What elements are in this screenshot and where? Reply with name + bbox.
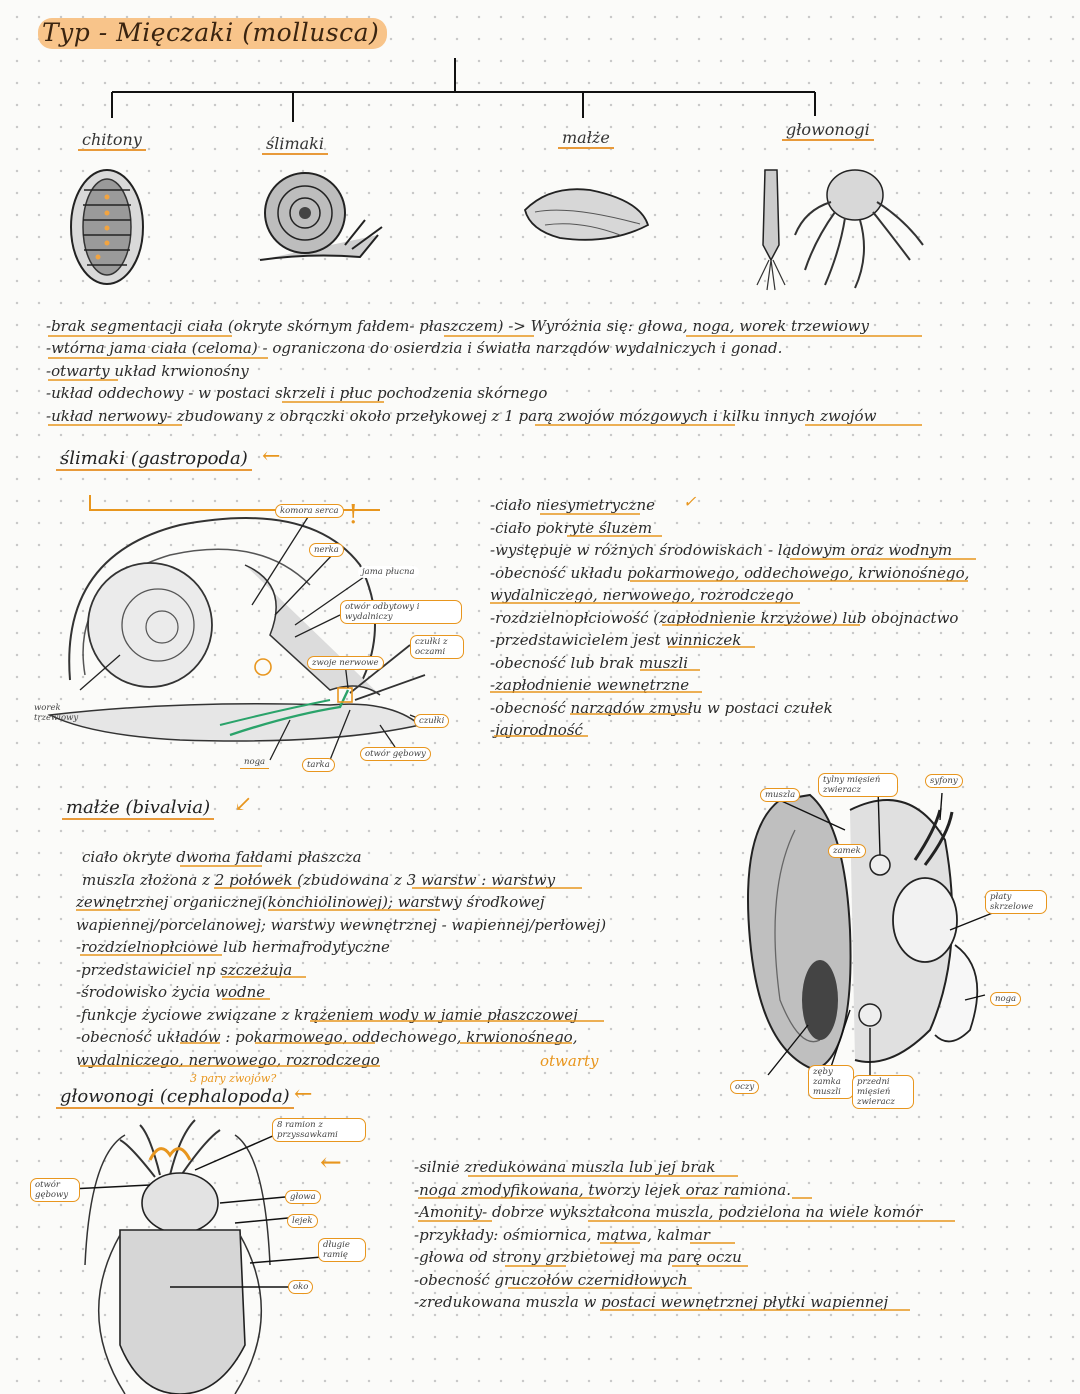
note-zwoje: 3 pary zwojów? [190, 1072, 277, 1085]
checkmark-icon: ✓ [683, 492, 697, 511]
label-komora-serca: komora serca [275, 504, 344, 518]
intro-line-3: -otwarty układ krwionośny [46, 362, 249, 380]
cephalopod-line: -silnie zredukowana muszla lub jej brak [414, 1158, 716, 1176]
arrow-left-icon: ← [320, 1148, 342, 1178]
bivalve-line: -rozdzielnopłciowe lub hermafrodytyczne [76, 938, 390, 956]
intro-line-1: -brak segmentacji ciała (okryte skórnym fałdem- płaszczem) -> Wyróżnia się: głowa, noga, worek trzewiowy [46, 317, 869, 335]
bivalve-line: -środowisko życia wodne [76, 983, 266, 1001]
label-tylny: tylny mięsień zwieracz [818, 773, 898, 797]
label-otwor-gebowy: otwór gębowy [360, 747, 431, 761]
label-muszla: muszla [760, 788, 800, 802]
label-oczy: oczy [730, 1080, 759, 1094]
label-worek: worek trzewiowy [34, 703, 79, 723]
branch-malze: małże [558, 128, 614, 149]
cephalopod-line: -obecność gruczołów czernidłowych [414, 1270, 688, 1289]
snail-line: -zapłodnienie wewnętrzne [490, 676, 690, 694]
intro-line-2: -wtórna jama ciała (celoma) - ograniczona do osierdzia i światła narządów wydalniczych i gonad. [46, 339, 783, 357]
snail-line: -obecność układu pokarmowego, oddechowego, krwionośnego, [490, 563, 970, 582]
snails-heading: ślimaki (gastropoda) [56, 448, 252, 471]
note-otwarty: otwarty [540, 1052, 599, 1070]
label-platy: płaty skrzelowe [985, 890, 1047, 914]
label-zeby: zęby zamka muszli [808, 1065, 854, 1099]
label-glowa: głowa [285, 1190, 321, 1204]
label-lejek: lejek [287, 1214, 318, 1228]
bivalves-heading: małże (bivalvia) [62, 797, 214, 820]
label-nerka: nerka [309, 543, 344, 557]
snail-line: -ciało pokryte śluzem [490, 518, 653, 537]
label-przedni: przedni mięsień zwieracz [852, 1075, 914, 1109]
snail-line: -rozdzielnopłciowość (zapłodnienie krzyżowe) lub obojnactwo [490, 608, 959, 627]
arrow-left-icon: ← [294, 1082, 313, 1107]
arrow-left-icon: ← [262, 444, 281, 469]
exclamation-mark: ! [348, 500, 359, 530]
label-syfony: syfony [925, 774, 963, 788]
bivalve-line: zewnętrznej organicznej(konchiolinowej); warstwy środkowej [76, 893, 545, 911]
snail-line: -przedstawicielem jest winniczek [490, 631, 742, 649]
cephalopod-line: -głowa od strony grzbietowej ma parę oczu [414, 1248, 742, 1266]
cephalopod-line: -przykłady: ośmiornica, mątwa, kalmar [414, 1225, 710, 1244]
cephalopod-line: -noga zmodyfikowana, tworzy lejek oraz ramiona. [414, 1180, 791, 1199]
label-noga: noga [990, 992, 1021, 1006]
label-noga: noga [240, 756, 269, 769]
arrow-left-icon: ↙ [234, 792, 253, 817]
label-oko: oko [288, 1280, 313, 1294]
snail-line: -obecność lub brak muszli [490, 653, 689, 672]
bivalve-line: -przedstawiciel np szczeżuja [76, 960, 293, 979]
bivalve-line: muszla złożona z 2 połówek (zbudowana z 3 warstw : warstwy [82, 870, 556, 889]
bivalve-line: -obecność układów : pokarmowego, oddechowego, krwionośnego, [76, 1028, 578, 1046]
label-ramie: długie ramię [318, 1238, 366, 1262]
page-title: Typ - Mięczaki (mollusca) [38, 18, 387, 49]
label-zamek: zamek [828, 844, 866, 858]
bivalve-line: -funkcje życiowe związane z krążeniem wody w jamie płaszczowej [76, 1005, 578, 1024]
snail-line: -obecność narządów zmysłu w postaci czułek [490, 698, 833, 717]
branch-slimaki: ślimaki [262, 134, 328, 155]
label-otwor: otwór odbytowy i wydalniczy [340, 600, 462, 624]
branch-glowonogi: głowonogi [782, 120, 874, 141]
snail-line: -ciało niesymetryczne [490, 496, 655, 514]
label-tarka: tarka [302, 758, 335, 772]
bivalve-line: ciało okryte dwoma fałdami płaszcza [82, 848, 362, 866]
label-czulki: czułki [414, 714, 449, 728]
cephalopod-line: -Amonity- dobrze wykształcona muszla, podzielona na wiele komór [414, 1203, 923, 1221]
label-jama-plucna: jama płucna [358, 566, 419, 578]
cephalopods-heading: głowonogi (cephalopoda) [56, 1086, 294, 1109]
branch-chitony: chitony [78, 130, 146, 151]
label-otwor-gebowy-squid: otwór gębowy [30, 1178, 80, 1202]
intro-line-5: -układ nerwowy- zbudowany z obrączki około przełykowej z 1 parą zwojów mózgowych i kilku innych zwojów [46, 407, 877, 425]
snail-line: wydalniczego, nerwowego, rozrodczego [490, 586, 794, 604]
bivalve-line: wydalniczego, nerwowego, rozrodczego [76, 1050, 380, 1069]
intro-line-4: -układ oddechowy - w postaci skrzeli i płuc pochodzenia skórnego [46, 384, 548, 402]
snail-line: -występuje w różnych środowiskach - lądowym oraz wodnym [490, 541, 953, 559]
snail-line: -jajorodność [490, 721, 583, 739]
label-ramion: 8 ramion z przyssawkami [272, 1118, 366, 1142]
label-zwoje: zwoje nerwowe [307, 656, 384, 670]
label-czulki-z-oczami: czułki z oczami [410, 635, 464, 659]
cephalopod-line: -zredukowana muszla w postaci wewnętrznej płytki wapiennej [414, 1293, 889, 1311]
bivalve-line: wapiennej/porcelanowej; warstwy wewnętrznej - wapiennej/perłowej) [76, 915, 607, 934]
